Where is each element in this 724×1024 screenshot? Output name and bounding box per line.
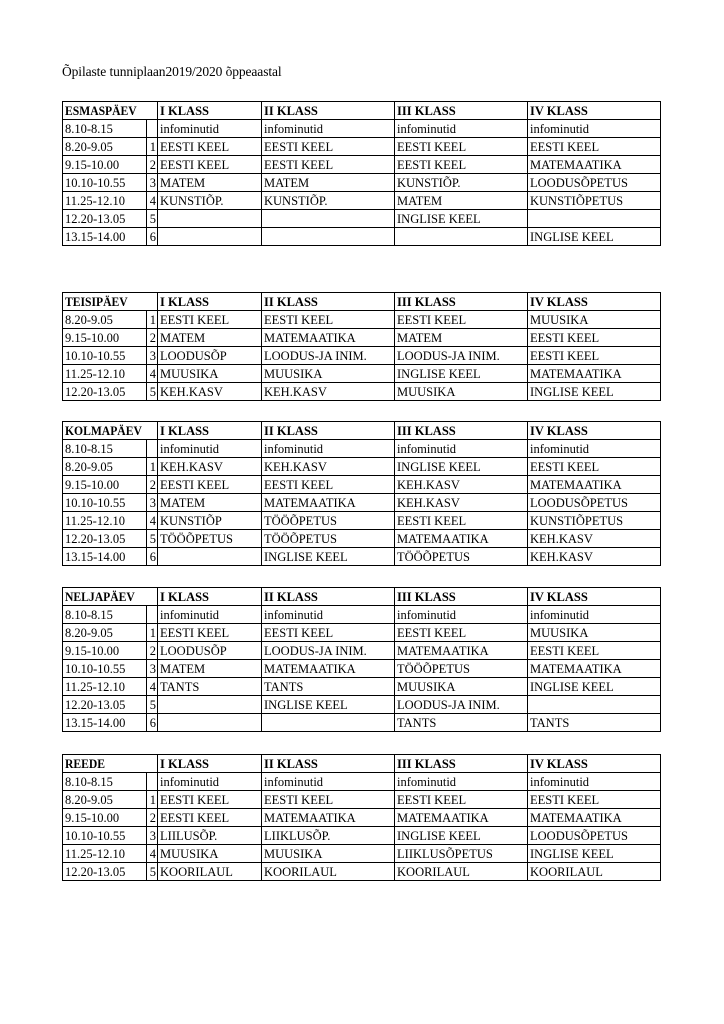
table-row [63, 210, 661, 228]
class-header: III KLASS [395, 422, 528, 440]
class-header: II KLASS [262, 588, 395, 606]
timetable-neljapaev [62, 587, 661, 732]
table-row [63, 458, 661, 476]
class-1-subject: MATEM [158, 329, 262, 347]
header-row [63, 422, 661, 440]
time-cell: 9.15-10.00 [63, 642, 147, 660]
class-1-subject [158, 714, 262, 732]
class-4-subject: EESTI KEEL [528, 642, 661, 660]
class-3-subject: TÖÖÕPETUS [395, 548, 528, 566]
class-4-subject: LOODUSÕPETUS [528, 174, 661, 192]
lesson-number: 1 [147, 791, 158, 809]
class-3-subject: infominutid [395, 440, 528, 458]
class-4-subject: MATEMAATIKA [528, 809, 661, 827]
class-2-subject: MATEMAATIKA [262, 494, 395, 512]
time-cell: 12.20-13.05 [63, 530, 147, 548]
table-row [63, 228, 661, 246]
class-4-subject: LOODUSÕPETUS [528, 827, 661, 845]
class-4-subject [528, 696, 661, 714]
class-header: I KLASS [158, 102, 262, 120]
class-3-subject: KOORILAUL [395, 863, 528, 881]
class-2-subject: INGLISE KEEL [262, 696, 395, 714]
class-1-subject: TANTS [158, 678, 262, 696]
lesson-number: 4 [147, 678, 158, 696]
class-1-subject [158, 210, 262, 228]
table-row [63, 791, 661, 809]
class-1-subject [158, 548, 262, 566]
time-cell: 8.20-9.05 [63, 311, 147, 329]
lesson-number: 2 [147, 476, 158, 494]
table-row [63, 606, 661, 624]
class-3-subject: EESTI KEEL [395, 512, 528, 530]
time-cell: 9.15-10.00 [63, 329, 147, 347]
timetable-kolmapaev [62, 421, 661, 566]
class-1-subject [158, 228, 262, 246]
class-3-subject: EESTI KEEL [395, 311, 528, 329]
class-4-subject: MUUSIKA [528, 624, 661, 642]
class-header: II KLASS [262, 755, 395, 773]
class-2-subject: EESTI KEEL [262, 311, 395, 329]
table-row [63, 678, 661, 696]
table-row [63, 827, 661, 845]
class-1-subject: LIILUSÕP. [158, 827, 262, 845]
class-4-subject: LOODUSÕPETUS [528, 494, 661, 512]
class-2-subject: EESTI KEEL [262, 791, 395, 809]
class-3-subject: MATEMAATIKA [395, 642, 528, 660]
time-cell: 8.10-8.15 [63, 440, 147, 458]
time-cell: 8.20-9.05 [63, 791, 147, 809]
class-2-subject: KEH.KASV [262, 383, 395, 401]
table-row [63, 530, 661, 548]
time-cell: 9.15-10.00 [63, 476, 147, 494]
class-4-subject: INGLISE KEEL [528, 228, 661, 246]
time-cell: 8.10-8.15 [63, 773, 147, 791]
class-2-subject [262, 210, 395, 228]
day-name [63, 102, 158, 120]
class-header: II KLASS [262, 422, 395, 440]
class-header: I KLASS [158, 422, 262, 440]
class-4-subject: MUUSIKA [528, 311, 661, 329]
class-3-subject: LOODUS-JA INIM. [395, 696, 528, 714]
time-cell: 8.20-9.05 [63, 624, 147, 642]
lesson-number: 3 [147, 494, 158, 512]
class-1-subject: KUNSTIÕP [158, 512, 262, 530]
lesson-number: 3 [147, 347, 158, 365]
class-header: II KLASS [262, 293, 395, 311]
class-3-subject: EESTI KEEL [395, 138, 528, 156]
day-name [63, 755, 158, 773]
table-row [63, 311, 661, 329]
timetable-teisipaev [62, 292, 661, 401]
time-cell: 8.10-8.15 [63, 120, 147, 138]
lesson-number: 2 [147, 809, 158, 827]
class-3-subject: MATEMAATIKA [395, 809, 528, 827]
class-2-subject: KEH.KASV [262, 458, 395, 476]
class-3-subject [395, 228, 528, 246]
lesson-number: 4 [147, 365, 158, 383]
time-cell: 12.20-13.05 [63, 863, 147, 881]
day-name [63, 293, 158, 311]
time-cell: 8.10-8.15 [63, 606, 147, 624]
class-header: I KLASS [158, 293, 262, 311]
lesson-number: 4 [147, 845, 158, 863]
lesson-number [147, 120, 158, 138]
lesson-number: 6 [147, 228, 158, 246]
lesson-number: 1 [147, 624, 158, 642]
time-cell: 11.25-12.10 [63, 845, 147, 863]
class-4-subject: infominutid [528, 773, 661, 791]
lesson-number: 2 [147, 156, 158, 174]
class-4-subject: KEH.KASV [528, 548, 661, 566]
class-3-subject: INGLISE KEEL [395, 210, 528, 228]
table-row [63, 696, 661, 714]
class-2-subject: EESTI KEEL [262, 138, 395, 156]
table-row [63, 512, 661, 530]
class-header: I KLASS [158, 588, 262, 606]
class-1-subject: MUUSIKA [158, 845, 262, 863]
time-cell: 12.20-13.05 [63, 696, 147, 714]
class-2-subject: EESTI KEEL [262, 624, 395, 642]
class-4-subject: EESTI KEEL [528, 347, 661, 365]
class-3-subject: INGLISE KEEL [395, 458, 528, 476]
class-1-subject: infominutid [158, 120, 262, 138]
class-4-subject: infominutid [528, 440, 661, 458]
time-cell: 8.20-9.05 [63, 458, 147, 476]
class-2-subject: KUNSTIÕP. [262, 192, 395, 210]
class-2-subject [262, 714, 395, 732]
class-2-subject: TÖÖÕPETUS [262, 512, 395, 530]
class-4-subject: KUNSTIÕPETUS [528, 512, 661, 530]
class-1-subject: TÖÖÕPETUS [158, 530, 262, 548]
lesson-number: 3 [147, 660, 158, 678]
time-cell: 11.25-12.10 [63, 512, 147, 530]
class-2-subject: LOODUS-JA INIM. [262, 347, 395, 365]
class-2-subject: infominutid [262, 440, 395, 458]
time-cell: 13.15-14.00 [63, 714, 147, 732]
class-2-subject: EESTI KEEL [262, 156, 395, 174]
table-row [63, 347, 661, 365]
class-2-subject: EESTI KEEL [262, 476, 395, 494]
day-name [63, 588, 158, 606]
class-4-subject: EESTI KEEL [528, 138, 661, 156]
class-2-subject: MATEMAATIKA [262, 809, 395, 827]
class-3-subject: infominutid [395, 120, 528, 138]
class-1-subject: KEH.KASV [158, 458, 262, 476]
table-row [63, 660, 661, 678]
class-2-subject: LIIKLUSÕP. [262, 827, 395, 845]
class-3-subject: LIIKLUSÕPETUS [395, 845, 528, 863]
time-cell: 12.20-13.05 [63, 210, 147, 228]
class-1-subject: MATEM [158, 174, 262, 192]
class-4-subject: EESTI KEEL [528, 329, 661, 347]
time-cell: 11.25-12.10 [63, 365, 147, 383]
lesson-number [147, 440, 158, 458]
lesson-number [147, 606, 158, 624]
class-4-subject: MATEMAATIKA [528, 156, 661, 174]
table-row [63, 714, 661, 732]
class-4-subject: INGLISE KEEL [528, 383, 661, 401]
time-cell: 10.10-10.55 [63, 827, 147, 845]
lesson-number: 4 [147, 512, 158, 530]
lesson-number: 5 [147, 210, 158, 228]
time-cell: 9.15-10.00 [63, 809, 147, 827]
class-1-subject: EESTI KEEL [158, 311, 262, 329]
lesson-number: 5 [147, 696, 158, 714]
lesson-number: 5 [147, 863, 158, 881]
page-title: Õpilaste tunniplaan2019/2020 õppeaastal [62, 64, 282, 79]
class-3-subject: infominutid [395, 606, 528, 624]
class-4-subject: MATEMAATIKA [528, 476, 661, 494]
table-row [63, 329, 661, 347]
class-4-subject: TANTS [528, 714, 661, 732]
table-row [63, 548, 661, 566]
class-1-subject: EESTI KEEL [158, 476, 262, 494]
class-2-subject: INGLISE KEEL [262, 548, 395, 566]
lesson-number: 4 [147, 192, 158, 210]
table-row [63, 624, 661, 642]
class-4-subject [528, 210, 661, 228]
class-header: IV KLASS [528, 588, 661, 606]
table-row [63, 365, 661, 383]
class-2-subject [262, 228, 395, 246]
class-4-subject: INGLISE KEEL [528, 845, 661, 863]
class-3-subject: LOODUS-JA INIM. [395, 347, 528, 365]
class-header: II KLASS [262, 102, 395, 120]
class-3-subject: KUNSTIÕP. [395, 174, 528, 192]
time-cell: 12.20-13.05 [63, 383, 147, 401]
day-name [63, 422, 158, 440]
lesson-number: 2 [147, 329, 158, 347]
table-row [63, 863, 661, 881]
class-4-subject: KEH.KASV [528, 530, 661, 548]
day-name-label: REEDE [65, 756, 106, 771]
class-2-subject: TANTS [262, 678, 395, 696]
lesson-number: 3 [147, 827, 158, 845]
class-2-subject: MATEM [262, 174, 395, 192]
timetable-reede [62, 754, 661, 881]
table-row [63, 773, 661, 791]
lesson-number: 6 [147, 714, 158, 732]
class-3-subject: EESTI KEEL [395, 156, 528, 174]
class-3-subject: EESTI KEEL [395, 624, 528, 642]
class-2-subject: LOODUS-JA INIM. [262, 642, 395, 660]
class-2-subject: MATEMAATIKA [262, 329, 395, 347]
class-4-subject: MATEMAATIKA [528, 660, 661, 678]
lesson-number [147, 773, 158, 791]
class-3-subject: MUUSIKA [395, 678, 528, 696]
class-1-subject: EESTI KEEL [158, 138, 262, 156]
lesson-number: 5 [147, 530, 158, 548]
class-1-subject: EESTI KEEL [158, 791, 262, 809]
class-header: III KLASS [395, 588, 528, 606]
class-header: III KLASS [395, 755, 528, 773]
class-1-subject: MATEM [158, 494, 262, 512]
time-cell: 10.10-10.55 [63, 660, 147, 678]
class-3-subject: INGLISE KEEL [395, 827, 528, 845]
lesson-number: 1 [147, 138, 158, 156]
class-header: IV KLASS [528, 755, 661, 773]
table-row [63, 845, 661, 863]
class-3-subject: INGLISE KEEL [395, 365, 528, 383]
header-row [63, 588, 661, 606]
table-row [63, 494, 661, 512]
class-2-subject: infominutid [262, 120, 395, 138]
class-header: III KLASS [395, 102, 528, 120]
class-header: IV KLASS [528, 422, 661, 440]
class-4-subject: KOORILAUL [528, 863, 661, 881]
class-1-subject: EESTI KEEL [158, 624, 262, 642]
table-row [63, 174, 661, 192]
class-2-subject: infominutid [262, 606, 395, 624]
table-row [63, 192, 661, 210]
table-row [63, 476, 661, 494]
class-2-subject: infominutid [262, 773, 395, 791]
class-2-subject: MUUSIKA [262, 365, 395, 383]
lesson-number: 5 [147, 383, 158, 401]
header-row [63, 755, 661, 773]
class-4-subject: MATEMAATIKA [528, 365, 661, 383]
class-1-subject: MUUSIKA [158, 365, 262, 383]
class-3-subject: EESTI KEEL [395, 791, 528, 809]
class-3-subject: KEH.KASV [395, 494, 528, 512]
table-row [63, 383, 661, 401]
class-4-subject: KUNSTIÕPETUS [528, 192, 661, 210]
day-name-label: NELJAPÄEV [65, 589, 135, 604]
class-3-subject: KEH.KASV [395, 476, 528, 494]
class-4-subject: INGLISE KEEL [528, 678, 661, 696]
table-row [63, 120, 661, 138]
class-3-subject: TÖÖÕPETUS [395, 660, 528, 678]
table-row [63, 138, 661, 156]
class-1-subject: KEH.KASV [158, 383, 262, 401]
class-4-subject: EESTI KEEL [528, 458, 661, 476]
timetable-esmaspaev [62, 101, 661, 246]
class-4-subject: EESTI KEEL [528, 791, 661, 809]
time-cell: 11.25-12.10 [63, 192, 147, 210]
class-3-subject: MATEM [395, 192, 528, 210]
lesson-number: 2 [147, 642, 158, 660]
time-cell: 10.10-10.55 [63, 494, 147, 512]
class-3-subject: MATEM [395, 329, 528, 347]
class-1-subject: infominutid [158, 773, 262, 791]
time-cell: 8.20-9.05 [63, 138, 147, 156]
class-3-subject: infominutid [395, 773, 528, 791]
lesson-number: 1 [147, 458, 158, 476]
table-row [63, 642, 661, 660]
class-1-subject: LOODUSÕP [158, 642, 262, 660]
header-row [63, 293, 661, 311]
day-name-label: ESMASPÄEV [65, 103, 137, 118]
class-1-subject: EESTI KEEL [158, 809, 262, 827]
class-1-subject: KOORILAUL [158, 863, 262, 881]
class-3-subject: MUUSIKA [395, 383, 528, 401]
table-row [63, 809, 661, 827]
class-1-subject: MATEM [158, 660, 262, 678]
lesson-number: 6 [147, 548, 158, 566]
time-cell: 10.10-10.55 [63, 347, 147, 365]
table-row [63, 440, 661, 458]
class-1-subject: infominutid [158, 440, 262, 458]
class-header: IV KLASS [528, 293, 661, 311]
class-3-subject: TANTS [395, 714, 528, 732]
class-2-subject: MUUSIKA [262, 845, 395, 863]
class-header: I KLASS [158, 755, 262, 773]
lesson-number: 3 [147, 174, 158, 192]
class-1-subject: LOODUSÕP [158, 347, 262, 365]
class-header: III KLASS [395, 293, 528, 311]
class-1-subject: infominutid [158, 606, 262, 624]
header-row [63, 102, 661, 120]
class-1-subject: KUNSTIÕP. [158, 192, 262, 210]
class-1-subject: EESTI KEEL [158, 156, 262, 174]
lesson-number: 1 [147, 311, 158, 329]
day-name-label: TEISIPÄEV [65, 294, 128, 309]
class-3-subject: MATEMAATIKA [395, 530, 528, 548]
class-2-subject: KOORILAUL [262, 863, 395, 881]
day-name-label: KOLMAPÄEV [65, 423, 142, 438]
time-cell: 11.25-12.10 [63, 678, 147, 696]
class-header: IV KLASS [528, 102, 661, 120]
class-2-subject: MATEMAATIKA [262, 660, 395, 678]
time-cell: 13.15-14.00 [63, 548, 147, 566]
time-cell: 9.15-10.00 [63, 156, 147, 174]
class-1-subject [158, 696, 262, 714]
class-2-subject: TÖÖÕPETUS [262, 530, 395, 548]
time-cell: 10.10-10.55 [63, 174, 147, 192]
table-row [63, 156, 661, 174]
time-cell: 13.15-14.00 [63, 228, 147, 246]
class-4-subject: infominutid [528, 120, 661, 138]
class-4-subject: infominutid [528, 606, 661, 624]
